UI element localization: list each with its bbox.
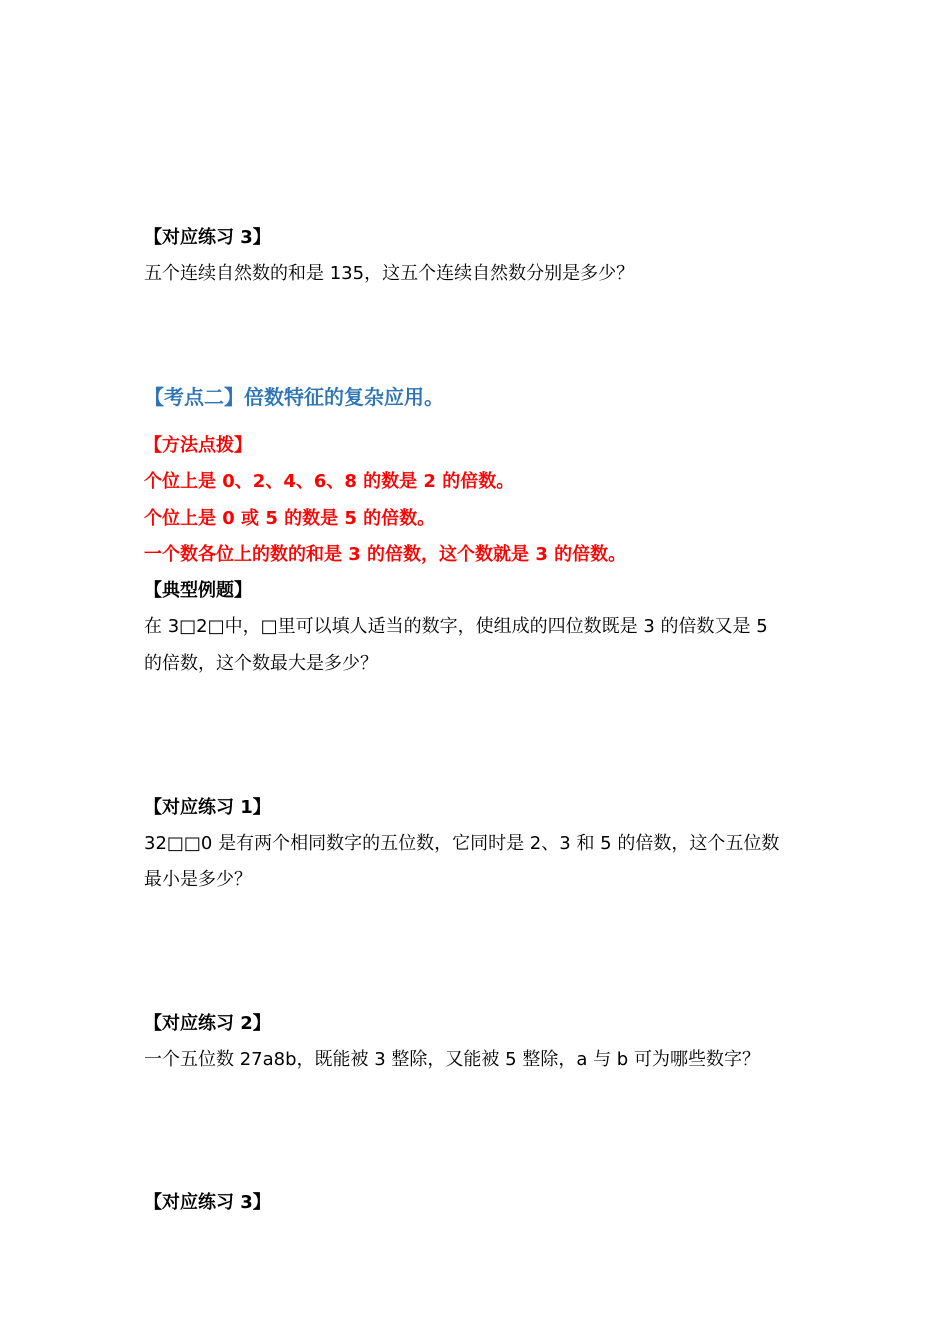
practice-2-question: 一个五位数 27a8b，既能被 3 整除，又能被 5 整除，a 与 b 可为哪些数字？ [144,1049,760,1070]
section-title-point-2: 【考点二】倍数特征的复杂应用。 [144,385,444,409]
method-line-2: 个位上是 0 或 5 的数是 5 的倍数。 [144,508,436,529]
example-heading: 【典型例题】 [144,580,252,601]
practice-1-line-1: 32□□0 是有两个相同数字的五位数，它同时是 2、3 和 5 的倍数，这个五位数 [144,833,780,854]
practice-3-heading: 【对应练习 3】 [144,227,271,248]
practice-3b-heading: 【对应练习 3】 [144,1192,271,1213]
method-line-1: 个位上是 0、2、4、6、8 的数是 2 的倍数。 [144,471,515,492]
method-heading: 【方法点拨】 [144,435,252,456]
practice-2-heading: 【对应练习 2】 [144,1013,271,1034]
practice-1-line-2: 最小是多少？ [144,869,252,890]
practice-3-question: 五个连续自然数的和是 135，这五个连续自然数分别是多少？ [144,263,635,284]
example-line-2: 的倍数，这个数最大是多少？ [144,653,378,674]
example-line-1: 在 3□2□中，□里可以填人适当的数字，使组成的四位数既是 3 的倍数又是 5 [144,616,768,637]
method-line-3: 一个数各位上的数的和是 3 的倍数，这个数就是 3 的倍数。 [144,544,627,565]
practice-1-heading: 【对应练习 1】 [144,797,271,818]
